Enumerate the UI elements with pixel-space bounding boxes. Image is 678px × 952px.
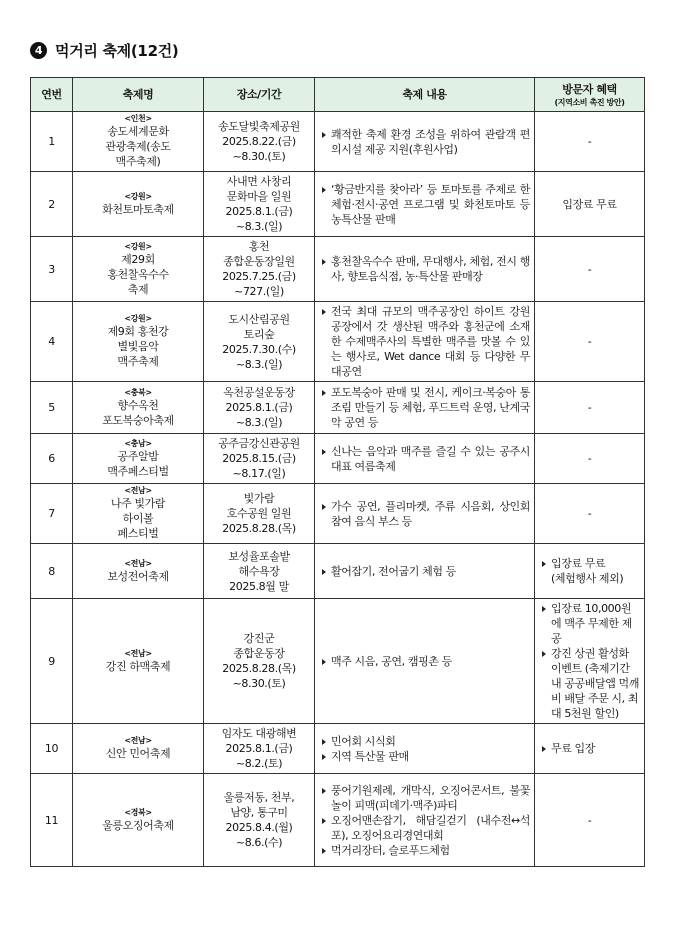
content-list: [319, 654, 530, 669]
content-item: 포도복숭아 판매 및 전시, 케이크·복숭아 통조림 만들기 등 체험, 푸드트럭 운영, 난계국악 공연 등: [319, 385, 530, 430]
festival-name-cell: [73, 302, 204, 382]
benefit-cell: -: [535, 484, 645, 544]
festival-region: <충북>: [124, 387, 152, 397]
festival-region: <충남>: [124, 438, 152, 448]
table-row: [31, 599, 645, 724]
festival-name: 화천토마토축제: [102, 202, 174, 216]
row-number: 11: [31, 774, 73, 867]
table-row: [31, 544, 645, 599]
festival-region: <전남>: [124, 736, 152, 745]
festival-name-cell: [73, 544, 204, 599]
table-header-row: [31, 78, 645, 112]
festival-name: 나주 빛가람 하이볼 페스티벌: [110, 497, 166, 540]
header-no: 연번: [31, 78, 73, 112]
content-list: [319, 304, 530, 379]
content-list: [319, 444, 530, 474]
content-list: [319, 182, 530, 227]
section-title: 먹거리 축제(12건): [55, 42, 179, 60]
table-row: [31, 774, 645, 867]
content-item: ‘황금반지를 찾아라’ 등 토마토를 주제로 한 체험·전시·공연 프로그램 및 화천토마토 등 농특산물 판매: [319, 182, 530, 227]
festival-region: <전남>: [124, 486, 152, 495]
festival-content-cell: [315, 544, 535, 599]
row-number: 4: [31, 302, 73, 382]
benefit-item: 강진 상권 활성화 이벤트 (축제기간 내 공공배달앱 먹깨비 배달 주문 시, 최대 5천원 할인): [539, 646, 640, 721]
content-list: [319, 734, 530, 764]
content-item: 쾌적한 축제 환경 조성을 위하여 관람객 편의시설 제공 지원(후원사업): [319, 127, 530, 157]
content-list: [319, 499, 530, 529]
table-row: [31, 112, 645, 172]
table-row: [31, 724, 645, 774]
benefit-cell: [535, 599, 645, 724]
content-item: 전국 최대 규모의 맥주공장인 하이트 강원공장에서 갓 생산된 맥주와 홍천군에 소재한 수제맥주사의 특별한 맥주를 맛볼 수 있는 행사로, Wet dance 대회 등 다양한 무대공연: [319, 304, 530, 379]
festival-region: <강원>: [124, 191, 152, 201]
benefit-item: 무료 입장: [539, 741, 640, 756]
festival-content-cell: [315, 172, 535, 237]
benefit-item: 입장료 10,000원에 맥주 무제한 제공: [539, 601, 640, 646]
table-row: [31, 302, 645, 382]
festival-name-cell: [73, 434, 204, 484]
row-number: 6: [31, 434, 73, 484]
benefit-list: [539, 741, 640, 756]
content-item: 풍어기원제례, 개막식, 오징어콘서트, 불꽃놀이 피맥(피데기·맥주)파티: [319, 783, 530, 813]
festival-name-cell: [73, 774, 204, 867]
festival-place-period: 빛가람 호수공원 일원 2025.8.28.(목): [204, 484, 315, 544]
content-item: 홍천찰옥수수 판매, 무대행사, 체험, 전시 행사, 향토음식점, 농·특산물 판매장: [319, 254, 530, 284]
festival-region: <전남>: [124, 558, 152, 568]
festival-place-period: 도시산림공원 토리숲 2025.7.30.(수) ~8.3.(일): [204, 302, 315, 382]
festival-name-cell: [73, 724, 204, 774]
festival-content-cell: [315, 599, 535, 724]
content-list: [319, 783, 530, 858]
benefit-cell: [535, 544, 645, 599]
festival-place-period: 임자도 대광해변 2025.8.1.(금) ~8.2.(토): [204, 724, 315, 774]
header-benefit-subtitle: (지역소비 촉진 방안): [554, 97, 625, 107]
festival-place-period: 울릉저동, 천부, 남양, 통구미 2025.8.4.(월) ~8.6.(수): [204, 774, 315, 867]
festival-content-cell: [315, 112, 535, 172]
table-row: [31, 484, 645, 544]
header-benefit: [535, 78, 645, 112]
benefit-cell: -: [535, 112, 645, 172]
row-number: 7: [31, 484, 73, 544]
header-name: 축제명: [73, 78, 204, 112]
festival-place-period: 송도달빛축제공원 2025.8.22.(금) ~8.30.(토): [204, 112, 315, 172]
festival-name-cell: [73, 599, 204, 724]
festival-name: 강진 하맥축제: [105, 659, 171, 673]
table-row: [31, 237, 645, 302]
section-number-badge: 4: [30, 42, 47, 59]
festival-name: 제9회 홍천강 별빛음악 맥주축제: [107, 325, 169, 368]
table-row: [31, 434, 645, 484]
content-item: 민어회 시식회: [319, 734, 530, 749]
benefit-cell: -: [535, 382, 645, 434]
festival-name: 제29회 홍천찰옥수수 축제: [107, 252, 169, 296]
festival-content-cell: [315, 724, 535, 774]
benefit-cell: -: [535, 774, 645, 867]
festival-name-cell: [73, 172, 204, 237]
benefit-list: [539, 556, 640, 586]
festival-name: 신안 민어축제: [105, 747, 171, 760]
festival-name: 송도세계문화 관광축제(송도 맥주축제): [105, 125, 171, 168]
row-number: 10: [31, 724, 73, 774]
row-number: 9: [31, 599, 73, 724]
content-item: 먹거리장터, 슬로푸드체험: [319, 843, 530, 858]
section-heading: [30, 40, 178, 61]
festival-place-period: 공주금강신관공원 2025.8.15.(금) ~8.17.(일): [204, 434, 315, 484]
header-content: 축제 내용: [315, 78, 535, 112]
benefit-list: [539, 601, 640, 721]
content-item: 지역 특산물 판매: [319, 749, 530, 764]
content-item: 맥주 시음, 공연, 캠핑촌 등: [319, 654, 530, 669]
festival-region: <강원>: [124, 241, 152, 251]
festival-region: <경북>: [124, 807, 152, 817]
row-number: 2: [31, 172, 73, 237]
festival-name-cell: [73, 112, 204, 172]
festival-content-cell: [315, 484, 535, 544]
benefit-item: 입장료 무료 (체험행사 제외): [539, 556, 640, 586]
content-list: [319, 254, 530, 284]
content-item: 오징어맨손잡기, 해담길걷기 (내수전↔석포), 오징어요리경연대회: [319, 813, 530, 843]
festival-name-cell: [73, 382, 204, 434]
content-list: [319, 564, 530, 579]
festival-place-period: 옥천공설운동장 2025.8.1.(금) ~8.3.(일): [204, 382, 315, 434]
festival-name: 향수옥천 포도복숭아축제: [102, 398, 174, 427]
content-list: [319, 127, 530, 157]
content-item: 활어잡기, 전어굽기 체험 등: [319, 564, 530, 579]
festival-name: 공주알밤 맥주페스티벌: [107, 449, 169, 478]
benefit-cell: [535, 724, 645, 774]
festival-name: 보성전어축제: [107, 569, 169, 583]
row-number: 5: [31, 382, 73, 434]
content-item: 신나는 음악과 맥주를 즐길 수 있는 공주시 대표 여름축제: [319, 444, 530, 474]
benefit-cell: -: [535, 434, 645, 484]
benefit-cell: -: [535, 237, 645, 302]
row-number: 3: [31, 237, 73, 302]
festival-content-cell: [315, 237, 535, 302]
festival-table: [30, 77, 645, 867]
content-list: [319, 385, 530, 430]
festival-content-cell: [315, 434, 535, 484]
festival-content-cell: [315, 302, 535, 382]
festival-content-cell: [315, 382, 535, 434]
benefit-cell: 입장료 무료: [535, 172, 645, 237]
festival-place-period: 강진군 종합운동장 2025.8.28.(목) ~8.30.(토): [204, 599, 315, 724]
festival-region: <전남>: [124, 648, 152, 658]
header-place: 장소/기간: [204, 78, 315, 112]
festival-name-cell: [73, 237, 204, 302]
festival-content-cell: [315, 774, 535, 867]
row-number: 8: [31, 544, 73, 599]
header-benefit-title: 방문자 혜택: [562, 82, 617, 96]
content-item: 가수 공연, 플리마켓, 주류 시음회, 상인회 참여 음식 부스 등: [319, 499, 530, 529]
row-number: 1: [31, 112, 73, 172]
festival-place-period: 홍천 종합운동장일원 2025.7.25.(금) ~727.(일): [204, 237, 315, 302]
festival-region: <인천>: [124, 114, 152, 123]
festival-place-period: 사내면 사창리 문화마을 일원 2025.8.1.(금) ~8.3.(일): [204, 172, 315, 237]
festival-region: <강원>: [124, 314, 152, 323]
festival-name-cell: [73, 484, 204, 544]
festival-place-period: 보성율포솔밭 해수욕장 2025.8월 말: [204, 544, 315, 599]
table-row: [31, 382, 645, 434]
table-row: [31, 172, 645, 237]
festival-name: 울릉오징어축제: [102, 818, 174, 832]
benefit-cell: -: [535, 302, 645, 382]
